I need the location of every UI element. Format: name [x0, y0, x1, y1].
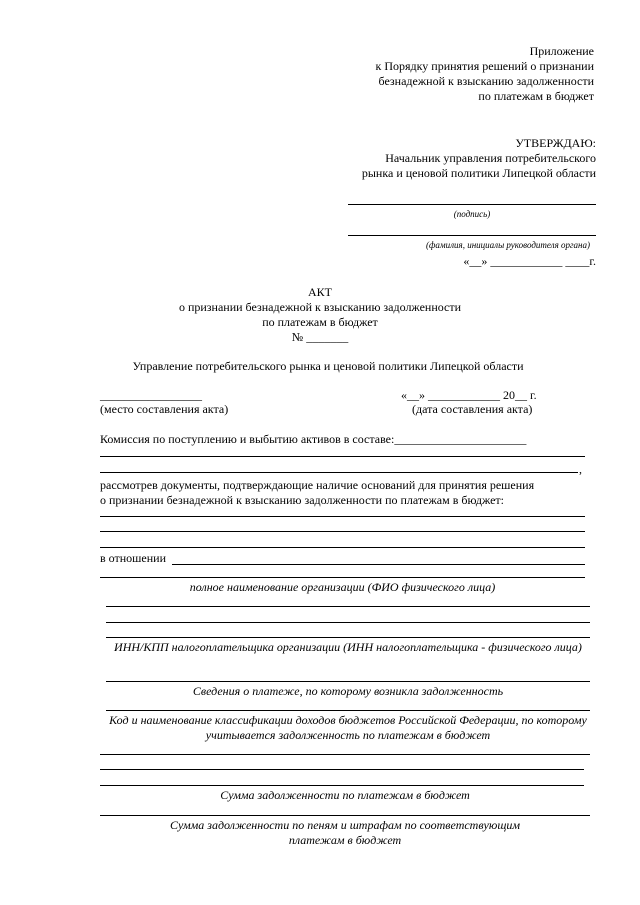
payment-info-caption: Сведения о платеже, по которому возникла задолженность: [192, 684, 504, 698]
approval-date[interactable]: «__» ____________ ____г.: [463, 254, 596, 268]
date-blank[interactable]: «__» ____________ 20__ г.: [401, 388, 537, 402]
classification-caption: Код и наименование классификации доходов бюджетов Российской Федерации, по которому учитывается задолженность по платежам в бюджет: [109, 713, 587, 742]
date-caption: (дата составления акта): [412, 402, 533, 416]
inn-caption: ИНН/КПП налогоплательщика организации (ИНН налогоплательщика - физического лица): [114, 640, 582, 654]
signature-caption: (подпись): [453, 209, 491, 219]
reviewing-text: [100, 478, 534, 508]
act-number: № _______: [291, 330, 349, 344]
debt-line[interactable]: [100, 754, 590, 755]
documents-line[interactable]: [100, 531, 585, 532]
appendix-line: безнадежной к взысканию задолженности: [378, 74, 594, 88]
regarding-label: в отношении: [100, 551, 167, 565]
appendix-block: [375, 44, 594, 104]
manager-name-caption: (фамилия, инициалы руководителя органа): [425, 240, 590, 250]
approval-block: [362, 136, 596, 181]
payment-info-line[interactable]: [106, 681, 590, 682]
commission-text: Комиссия по поступлению и выбытию активов в составе:______________________: [100, 432, 527, 446]
reviewing-line: рассмотрев документы, подтверждающие наличие оснований для принятия решения: [100, 478, 535, 492]
approval-line: Начальник управления потребительского: [385, 151, 596, 165]
org-name-caption: полное наименование организации (ФИО физического лица): [189, 580, 496, 594]
debt-sum-line[interactable]: [100, 785, 584, 786]
debt-line[interactable]: [100, 769, 584, 770]
comma: ,: [579, 462, 582, 476]
commission-line[interactable]: [100, 456, 585, 457]
penalty-sum-caption: Сумма задолженности по пеням и штрафам по соответствующим платежам в бюджет: [169, 818, 521, 847]
reviewing-line: о признании безнадежной к взысканию задолженности по платежам в бюджет:: [100, 493, 504, 507]
inn-line[interactable]: [106, 637, 590, 638]
appendix-line: по платежам в бюджет: [478, 89, 594, 103]
act-title-line: по платежам в бюджет: [262, 315, 378, 329]
manager-name-line[interactable]: [348, 235, 596, 236]
documents-line[interactable]: [100, 516, 585, 517]
appendix-line: к Порядку принятия решений о признании: [375, 59, 594, 73]
documents-line[interactable]: [100, 547, 585, 548]
org-line[interactable]: [106, 606, 590, 607]
appendix-line: Приложение: [529, 44, 594, 58]
debt-sum-caption: Сумма задолженности по платежам в бюджет: [220, 788, 470, 802]
commission-line[interactable]: [100, 472, 578, 473]
act-title-line: о признании безнадежной к взысканию задолженности: [178, 300, 462, 314]
classification-line[interactable]: [106, 710, 590, 711]
place-blank[interactable]: _________________: [100, 388, 202, 402]
approval-line: рынка и ценовой политики Липецкой области: [361, 166, 596, 180]
place-caption: (место составления акта): [100, 402, 229, 416]
department-name: Управление потребительского рынка и ценовой политики Липецкой области: [132, 359, 524, 373]
act-title-line: АКТ: [308, 285, 332, 299]
penalty-sum-line[interactable]: [100, 815, 590, 816]
regarding-line[interactable]: [100, 577, 585, 578]
regarding-line[interactable]: [172, 564, 585, 565]
act-title: [0, 285, 640, 345]
signature-line[interactable]: [348, 204, 596, 205]
org-line[interactable]: [106, 622, 590, 623]
approval-heading: УТВЕРЖДАЮ:: [515, 136, 596, 150]
